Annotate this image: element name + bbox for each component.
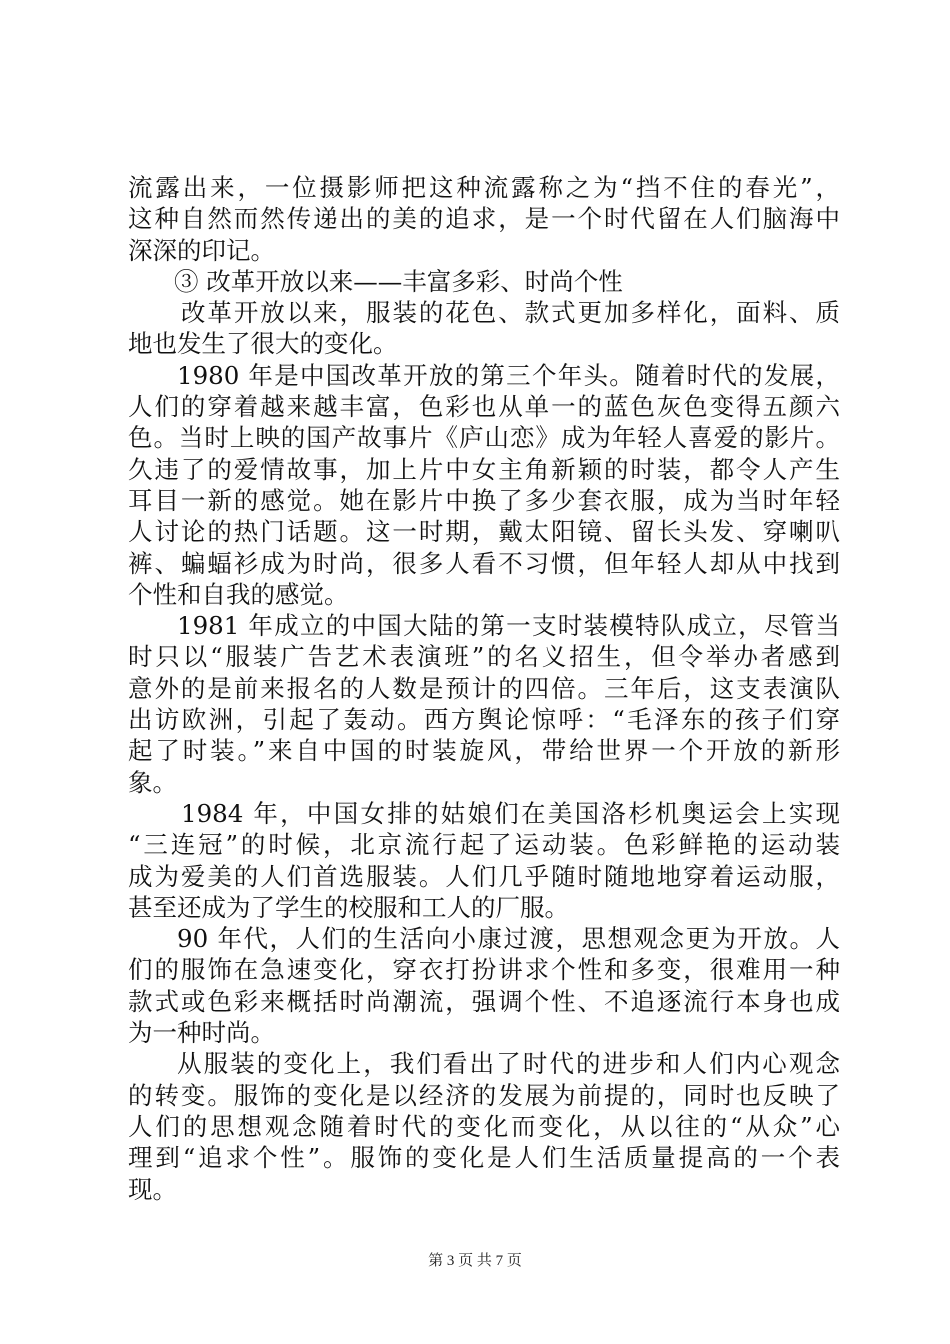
text-line: “三连冠”的时候，北京流行起了运动装。色彩鲜艳的运动装 — [128, 830, 840, 860]
text-line: 们的服饰在急速变化，穿衣打扮讲求个性和多变，很难用一种 — [128, 955, 840, 985]
text-line: 意外的是前来报名的人数是预计的四倍。三年后，这支表演队 — [128, 673, 840, 703]
text-line: 起了时装。”来自中国的时装旋风，带给世界一个开放的新形 — [128, 736, 840, 766]
text-line: 1984 年，中国女排的姑娘们在美国洛杉机奥运会上实现 — [181, 798, 840, 828]
text-line: 理到“追求个性”。服饰的变化是人们生活质量提高的一个表 — [128, 1143, 840, 1173]
text-line: 个性和自我的感觉。 — [128, 579, 349, 609]
text-line: 为一种时尚。 — [128, 1018, 275, 1048]
text-line: 人们的思想观念随着时代的变化而变化，从以往的“从众”心 — [128, 1111, 840, 1141]
text-line: 款式或色彩来概括时尚潮流，强调个性、不追逐流行本身也成 — [128, 986, 840, 1016]
text-line: 时只以“服装广告艺术表演班”的名义招生，但令举办者感到 — [128, 642, 840, 672]
text-line: 久违了的爱情故事，加上片中女主角新颖的时装，都令人产生 — [128, 454, 840, 484]
text-line: 成为爱美的人们首选服装。人们几乎随时随地地穿着运动服， — [128, 861, 840, 891]
page-number-footer: 第 3 页 共 7 页 — [428, 1253, 522, 1269]
section-heading: ③ 改革开放以来——丰富多彩、时尚个性 — [174, 266, 623, 296]
text-line: 人讨论的热门话题。这一时期，戴太阳镜、留长头发、穿喇叭 — [128, 517, 840, 547]
text-line: 象。 — [128, 767, 177, 797]
text-line: 这种自然而然传递出的美的追求，是一个时代留在人们脑海中 — [128, 204, 840, 234]
text-line: 深深的印记。 — [128, 235, 275, 265]
text-line: 甚至还成为了学生的校服和工人的厂服。 — [128, 892, 569, 922]
text-line: 的转变。服饰的变化是以经济的发展为前提的，同时也反映了 — [128, 1080, 840, 1110]
text-line: 1981 年成立的中国大陆的第一支时装模特队成立，尽管当 — [177, 611, 840, 641]
text-line: 从服装的变化上，我们看出了时代的进步和人们内心观念 — [177, 1049, 840, 1079]
text-line: 出访欧洲，引起了轰动。西方舆论惊呼：“毛泽东的孩子们穿 — [128, 705, 840, 735]
text-line: 1980 年是中国改革开放的第三个年头。随着时代的发展， — [177, 360, 840, 390]
text-line: 改革开放以来，服装的花色、款式更加多样化，面料、质 — [181, 298, 840, 328]
text-line: 现。 — [128, 1174, 177, 1204]
text-line: 耳目一新的感觉。她在影片中换了多少套衣服，成为当时年轻 — [128, 485, 840, 515]
text-line: 90 年代，人们的生活向小康过渡，思想观念更为开放。人 — [177, 924, 840, 954]
text-line: 地也发生了很大的变化。 — [128, 329, 398, 359]
text-line: 流露出来，一位摄影师把这种流露称之为“挡不住的春光”， — [128, 173, 840, 202]
text-line: 裤、蝙蝠衫成为时尚，很多人看不习惯，但年轻人却从中找到 — [128, 548, 840, 578]
text-line: 色。当时上映的国产故事片《庐山恋》成为年轻人喜爱的影片。 — [128, 423, 840, 453]
text-line: 人们的穿着越来越丰富，色彩也从单一的蓝色灰色变得五颜六 — [128, 392, 840, 422]
body-text — [128, 172, 840, 1205]
